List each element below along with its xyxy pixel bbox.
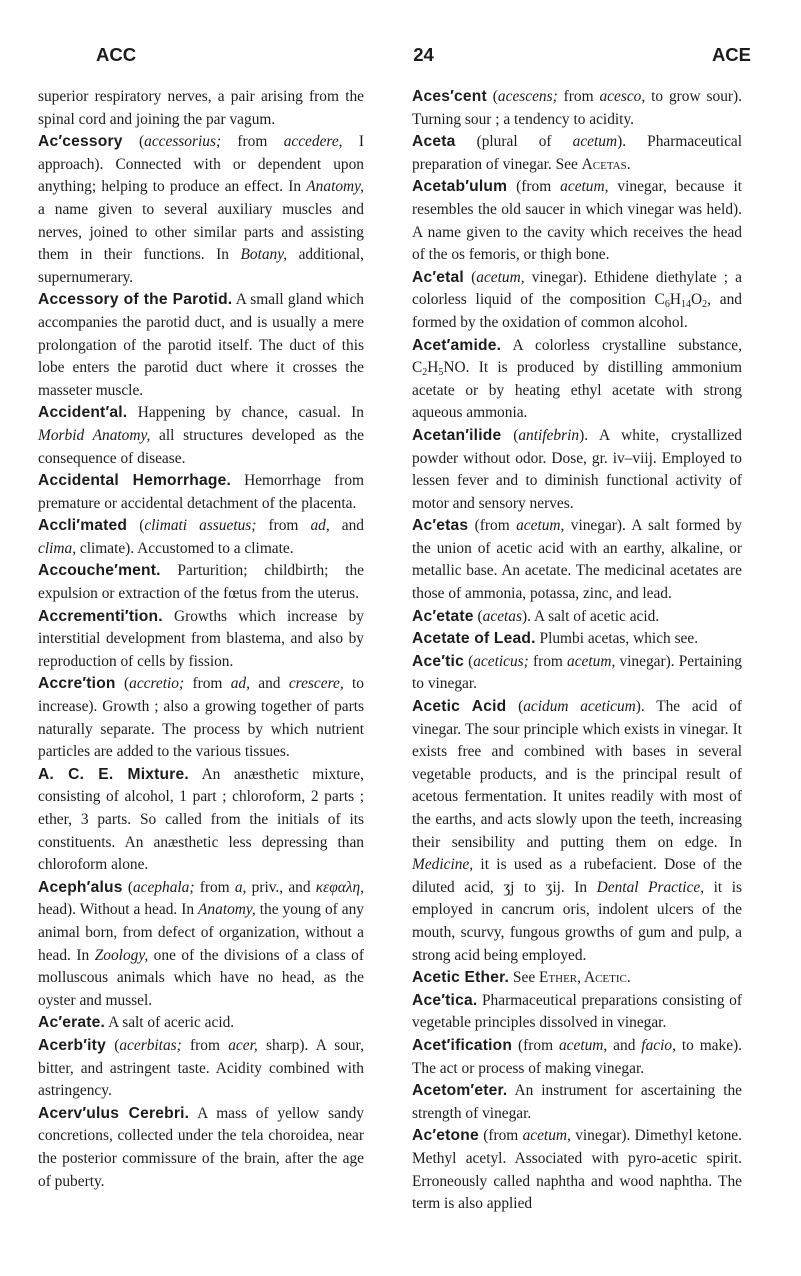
headword: A. C. E. Mixture.	[38, 765, 189, 783]
headword: Acet′amide.	[412, 336, 502, 354]
entry-text: vinegar). A salt formed by the union of acetic acid with an earthy, alkaline, or metallic base. An acetate. The medicinal acetates are those of ammonia, potassa, zinc, and lead.	[412, 517, 742, 603]
entry-text: ad,	[230, 675, 250, 693]
headword: Ac′etas	[412, 517, 469, 535]
left-column	[38, 86, 364, 1193]
entry-text: head). Without a head. In	[38, 901, 199, 919]
entry-text: A small gland which accompanies the parotid duct, and is usually a mere prolongation of the parotid itself. The duct of this lobe enters the parotid duct where it crosses the masseter muscle.	[38, 291, 364, 399]
entry-text: Plumbi acetas, which see.	[535, 630, 699, 648]
entry-text: A salt of aceric acid.	[105, 1014, 235, 1032]
cross-reference: Acetas	[581, 155, 627, 173]
entry-text: (from	[512, 1036, 559, 1054]
entry-text: the young of any animal born, from defect of organization, without a head. In	[38, 901, 364, 964]
right-guide-word: ACE	[711, 44, 751, 65]
entry-text: ad,	[310, 517, 330, 535]
entry-text: Zoology,	[94, 946, 149, 964]
entry-text: (	[122, 133, 145, 151]
entry-text: ). The acid of vinegar. The sour principle which exists in vinegar. It exists free and combined with bases in several vegetable products, and is the principal result of acetous fermentation. It unites readily with most of the earths, and acts slowly upon the teeth, increasing their sensibility and putting them on edge. In	[412, 698, 742, 851]
headword: Accessory of the Parotid.	[38, 291, 233, 309]
entry-accessory-parotid	[38, 289, 364, 402]
entry-text: (	[506, 698, 524, 716]
entry-text: accessorius;	[144, 133, 222, 151]
entry-text: Pharmaceutical preparations consisting of vegetable principles dissolved in vinegar.	[412, 991, 742, 1032]
entry-text: ). A white, crystallized powder without odor. Dose, gr. iv–viij. Employed to lessen fever and to diminish functional activity of motor and sensory nerves.	[412, 426, 743, 512]
entry-acetic	[412, 651, 742, 696]
entry-acetate	[412, 606, 742, 629]
entry-text: priv., and	[246, 878, 316, 896]
entry-text: Hemorrhage from premature or accidental detachment of the placenta.	[38, 472, 364, 512]
entry-text: acetas	[482, 607, 522, 625]
headword: Ac′erate.	[38, 1014, 106, 1032]
entry-text: H	[427, 359, 439, 377]
entry-text: acetum,	[567, 652, 616, 670]
entry-accretion	[38, 673, 364, 763]
cross-reference: Ether, Acetic	[539, 969, 627, 987]
entry-text: Morbid Anatomy,	[38, 426, 151, 444]
entry-text: aceticus;	[473, 652, 529, 670]
entry-text: 2	[422, 367, 428, 379]
entry-text: from	[181, 1036, 229, 1054]
entry-text: accedere,	[283, 133, 343, 151]
entry-text: acetum,	[516, 517, 565, 535]
entry-text: and	[607, 1036, 642, 1054]
entry-text: .	[626, 969, 631, 987]
entry-text: from	[221, 133, 284, 151]
entry-text: acetum,	[476, 268, 525, 286]
entry-text: acerbitas;	[119, 1036, 182, 1054]
entry-text: (	[105, 1036, 120, 1054]
entry-text: I approach). Connected with or dependent upon anything; helping to produce an effect. In	[38, 133, 364, 196]
entry-text: (from	[468, 517, 517, 535]
entry-acervulus-cerebri	[38, 1103, 364, 1193]
entry-text: to increase). Growth ; also a growing together of parts naturally separate. The process by which nutrient particles are added to the various tissues.	[38, 675, 364, 761]
entry-acetone	[412, 1125, 742, 1215]
entry-text: 6	[664, 299, 670, 311]
right-column	[412, 86, 742, 1216]
entry-text: antifebrin	[518, 426, 580, 444]
headword: Acerb′ity	[38, 1036, 106, 1054]
entry-text: Dental Practice,	[596, 878, 705, 896]
headword: Acerv′ulus Cerebri.	[38, 1104, 190, 1122]
entry-text: facio,	[641, 1036, 676, 1054]
entry-text: vinegar, because it resembles the old saucer in which vinegar was held). A name given to the cavity which receives the head of the os femoris, or thigh bone.	[412, 178, 742, 264]
entry-text: vinegar). Dimethyl ketone. Methyl acetyl. Associated with pyro-acetic spirit. Erroneously called naphtha and wood naphtha. The term is also applied	[412, 1127, 742, 1213]
headword: Acetom′eter.	[412, 1082, 508, 1100]
entry-text: A mass of yellow sandy concretions, collected under the tela choroidea, near the posterior commissure of the brain, after the age of puberty.	[38, 1104, 364, 1190]
entry-text: .	[626, 155, 631, 173]
headword: Accrementi′tion.	[38, 607, 163, 625]
headword: Acet′ification	[412, 1036, 513, 1054]
entry-text: 5	[438, 367, 444, 379]
headword: Acetab′ulum	[412, 178, 508, 196]
entry-continued	[38, 86, 364, 131]
entry-text: all structures developed as the consequence of disease.	[38, 426, 365, 467]
headword: Ac′cessory	[38, 133, 123, 151]
headword: Acetic Ether.	[412, 969, 510, 987]
entry-acetate-of-lead	[412, 628, 742, 651]
entry-text: (	[127, 517, 145, 535]
entry-text: from	[557, 88, 600, 105]
entry-text: , and formed by the oxidation of common alcohol.	[412, 291, 742, 331]
entry-acetal	[412, 267, 742, 335]
entry-text: (	[115, 675, 130, 693]
entry-text: clima,	[38, 539, 77, 557]
entry-acerate	[38, 1012, 364, 1035]
entry-text: from	[528, 652, 568, 670]
entry-text: Parturition; childbirth; the expulsion or extraction of the fœtus from the uterus.	[38, 562, 364, 603]
entry-text: it is employed in cancrum oris, indolent ulcers of the mouth, scurvy, fungous growths of gum and pulp, a strong acid being employed.	[412, 878, 742, 964]
entry-text: O	[690, 291, 703, 309]
entry-text: A colorless crystalline substance, C	[412, 336, 742, 377]
entry-text: acetum,	[522, 1127, 571, 1145]
headword: Aceph′alus	[38, 878, 123, 896]
page-number: 24	[413, 44, 434, 65]
headword: Accouche′ment.	[38, 562, 161, 580]
entry-text: acesco,	[599, 88, 646, 105]
entry-text: Happening by chance, casual. In	[127, 404, 364, 422]
entry-text: (	[122, 878, 133, 896]
entry-text: acescens;	[497, 88, 558, 105]
entry-acetometer	[412, 1080, 742, 1125]
entry-accessory	[38, 131, 364, 289]
headword: Accli′mated	[38, 517, 128, 535]
entry-text: (plural of	[455, 133, 573, 151]
entry-text: H	[669, 291, 681, 309]
entry-text: An anæsthetic mixture, consisting of alcohol, 1 part ; chloroform, 2 parts ; ether, 3 parts. So called from the initials of its constituents. An anæsthetic less depressing than chloroform alone.	[38, 765, 364, 874]
entry-acclimated	[38, 515, 364, 560]
entry-text: (from	[507, 178, 561, 196]
entry-text: vinegar). Ethidene diethylate ; a colorless liquid of the composition C	[412, 268, 742, 309]
entry-text: a name given to several auxiliary muscles and nerves, joined to other similar parts and assisting them in their functions. In	[38, 200, 364, 264]
entry-acetica	[412, 990, 742, 1035]
entry-accrementition	[38, 606, 364, 674]
headword: Ac′etal	[412, 268, 464, 286]
entry-text: it is used as a rubefacient. Dose of the diluted acid, ʒj to ʒij. In	[412, 856, 742, 896]
entry-text: to make). The act or process of making vinegar.	[412, 1036, 742, 1077]
entry-text: Anatomy,	[198, 901, 256, 919]
entry-text: acetum,	[558, 1036, 608, 1054]
entry-text: from	[184, 675, 231, 693]
entry-text: ). Pharmaceutical preparation of vinegar. See	[412, 133, 743, 173]
entry-text: sharp). A sour, bitter, and astringent taste. Acidity combined with astringency.	[38, 1036, 364, 1100]
entry-acetas	[412, 515, 742, 605]
entry-accidental-hemorrhage	[38, 470, 364, 515]
entry-text: An instrument for ascertaining the strength of vinegar.	[412, 1082, 742, 1122]
entry-accidental	[38, 402, 364, 470]
entry-text: and	[249, 675, 289, 693]
entry-text: crescere,	[288, 675, 344, 693]
entry-acescent	[412, 86, 742, 131]
headword: Accident′al.	[38, 404, 128, 422]
headword: Aceta	[412, 133, 456, 151]
entry-text: acephala;	[132, 878, 195, 896]
entry-text: one of the divisions of a class of molluscous animals which have no head, as the oyster and mussel.	[38, 946, 365, 1009]
entry-acephalus	[38, 877, 364, 1013]
entry-text: superior respiratory nerves, a pair arising from the spinal cord and joining the par vagum.	[38, 88, 364, 128]
entry-acerbity	[38, 1035, 364, 1103]
entry-text: acetum	[572, 133, 618, 151]
entry-text: Growths which increase by interstitial development from blastema, and also by reproduction of cells by fission.	[38, 607, 364, 670]
entry-accouchement	[38, 560, 364, 605]
entry-ace-mixture	[38, 764, 364, 877]
entry-text: NO. It is produced by distilling ammonium acetate or by heating ethyl acetate with strong aqueous ammonia.	[412, 359, 742, 422]
entry-text: (	[473, 607, 483, 625]
headword: Acetate of Lead.	[412, 630, 536, 648]
entry-text: acer,	[228, 1036, 258, 1054]
headword: Aces′cent	[412, 88, 487, 105]
headword: Ace′tica.	[412, 991, 478, 1009]
headword: Accidental Hemorrhage.	[38, 472, 232, 490]
entry-acetanilide	[412, 425, 742, 515]
entry-text: and	[329, 517, 364, 535]
entry-acetabulum	[412, 176, 742, 266]
entry-acetamide	[412, 335, 742, 425]
headword: Accre′tion	[38, 675, 116, 693]
entry-text: See	[509, 969, 539, 987]
left-guide-word: ACC	[96, 44, 137, 65]
entry-acetification	[412, 1035, 742, 1080]
running-head	[96, 44, 751, 68]
entry-text: κεφαλη,	[315, 878, 364, 896]
headword: Acetan′ilide	[412, 426, 502, 444]
entry-text: Medicine,	[412, 856, 474, 874]
entry-text: Botany,	[240, 246, 288, 264]
entry-text: from	[194, 878, 235, 896]
entry-text: 14	[680, 299, 691, 311]
entry-text: (	[486, 88, 498, 105]
entry-text: vinegar). Pertaining to vinegar.	[412, 652, 742, 693]
entry-text: climati assuetus;	[144, 517, 257, 535]
entry-text: accretio;	[129, 675, 185, 693]
entry-text: acetum,	[560, 178, 609, 196]
headword: Ace′tic	[412, 652, 464, 670]
entry-text: additional, supernumerary.	[38, 246, 364, 286]
entry-text: Anatomy,	[306, 178, 364, 196]
entry-acetic-acid	[412, 696, 742, 967]
entry-text: (	[463, 268, 477, 286]
entry-text: a,	[234, 878, 247, 896]
entry-text: to grow sour). Turning sour ; a tendency to acidity.	[412, 88, 742, 128]
entry-text: ). A salt of acetic acid.	[522, 607, 660, 625]
entry-text: (	[501, 426, 519, 444]
entry-text: (	[463, 652, 474, 670]
headword: Acetic Acid	[412, 698, 507, 716]
entry-text: climate). Accustomed to a climate.	[76, 539, 294, 557]
entry-aceta	[412, 131, 742, 176]
entry-text: (from	[478, 1127, 523, 1145]
headword: Ac′etate	[412, 607, 474, 625]
entry-acetic-ether	[412, 967, 742, 990]
entry-text: 2	[702, 299, 708, 311]
headword: Ac′etone	[412, 1127, 479, 1145]
entry-text: acidum aceticum	[523, 698, 636, 716]
entry-text: from	[256, 517, 311, 535]
